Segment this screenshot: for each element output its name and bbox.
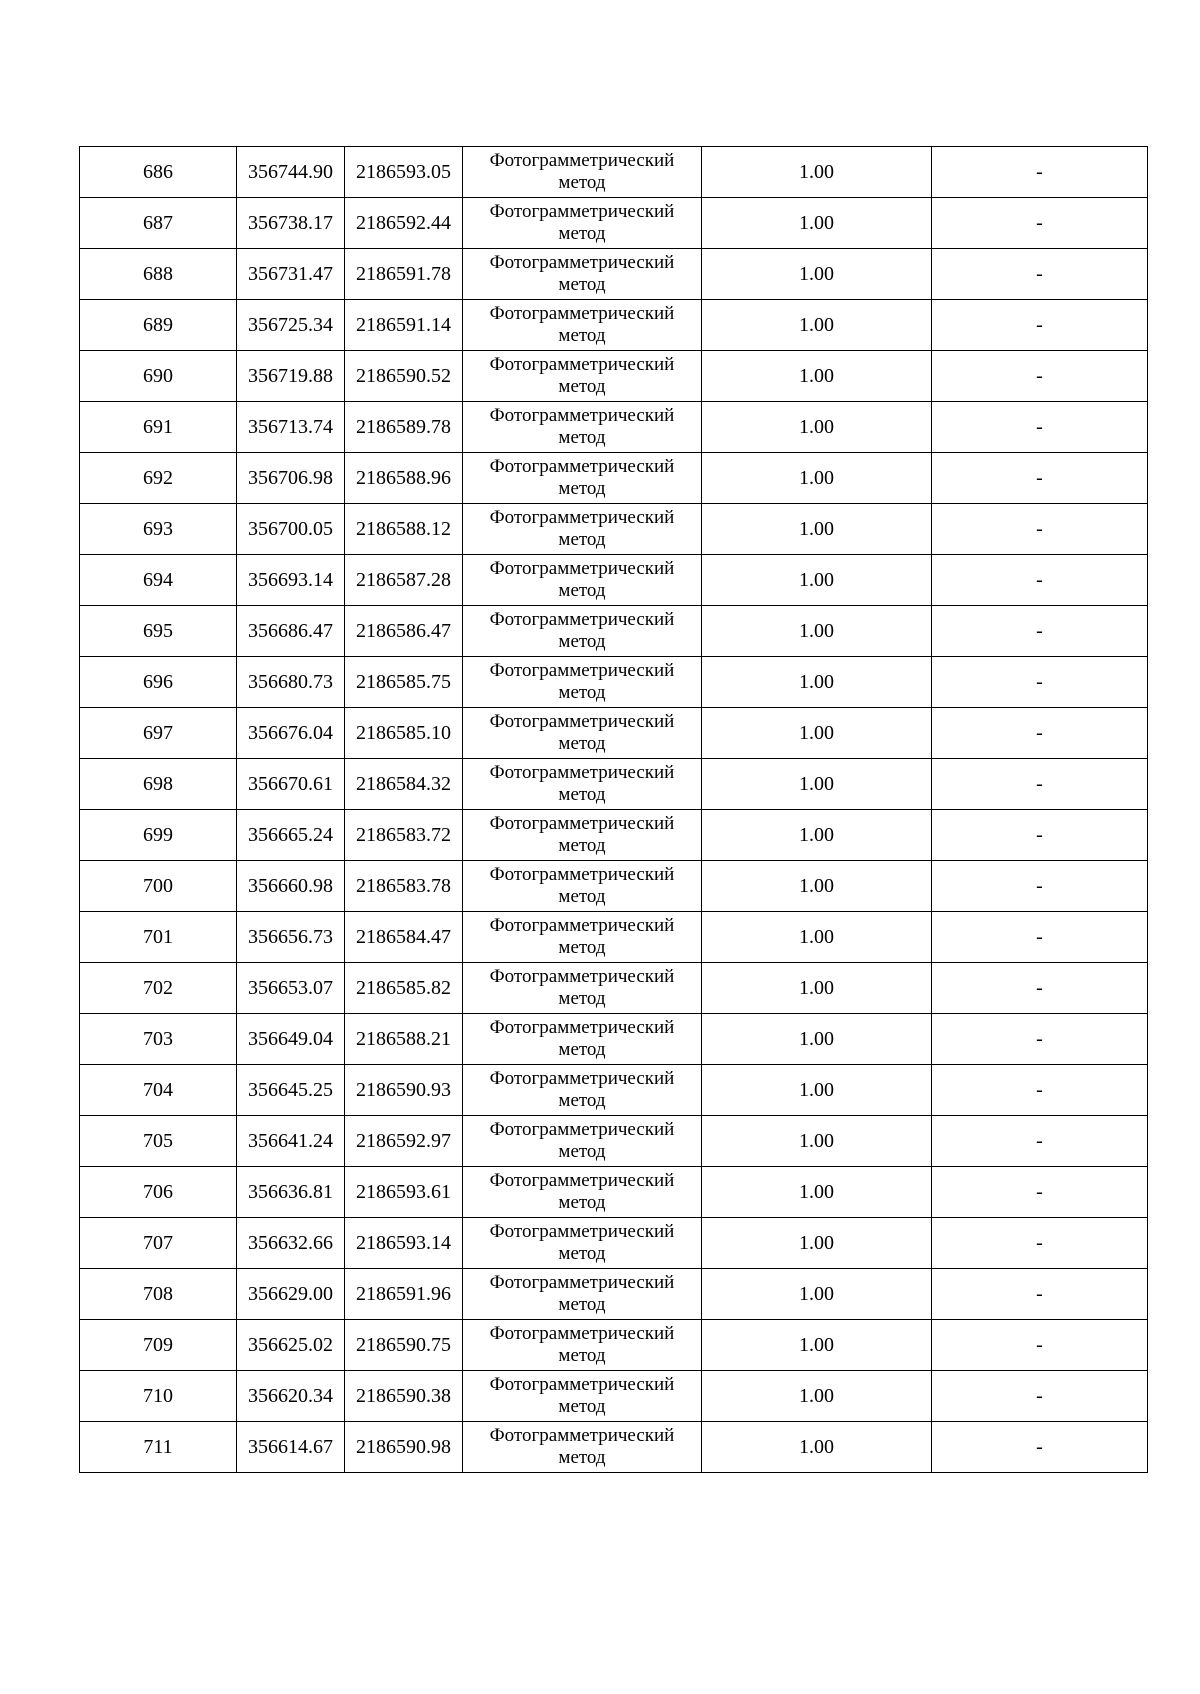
y-coordinate-cell: 2186583.78	[345, 861, 463, 912]
note-cell: -	[932, 1371, 1148, 1422]
y-coordinate-cell: 2186590.38	[345, 1371, 463, 1422]
note-cell: -	[932, 1065, 1148, 1116]
method-cell	[463, 1167, 702, 1218]
method-line-1: Фотограмметрический	[489, 915, 675, 936]
method-line-1: Фотограмметрический	[489, 1374, 675, 1395]
y-coordinate-cell: 2186591.78	[345, 249, 463, 300]
note-cell: -	[932, 1116, 1148, 1167]
method-line-1: Фотограмметрический	[489, 1170, 675, 1191]
accuracy-cell: 1.00	[702, 1371, 932, 1422]
method-cell	[463, 351, 702, 402]
point-number-cell: 706	[80, 1167, 237, 1218]
point-number-cell: 704	[80, 1065, 237, 1116]
method-cell	[463, 249, 702, 300]
table-row	[80, 147, 1148, 198]
method-cell	[463, 861, 702, 912]
y-coordinate-cell: 2186590.52	[345, 351, 463, 402]
point-number-cell: 694	[80, 555, 237, 606]
table-row	[80, 1014, 1148, 1065]
method-line-2: метод	[558, 733, 606, 754]
method-line-1: Фотограмметрический	[489, 405, 675, 426]
point-number-cell: 688	[80, 249, 237, 300]
table-row	[80, 1371, 1148, 1422]
accuracy-cell: 1.00	[702, 1167, 932, 1218]
accuracy-cell: 1.00	[702, 810, 932, 861]
method-line-2: метод	[558, 172, 606, 193]
method-line-2: метод	[558, 631, 606, 652]
accuracy-cell: 1.00	[702, 249, 932, 300]
y-coordinate-cell: 2186590.98	[345, 1422, 463, 1473]
table-row	[80, 963, 1148, 1014]
method-line-1: Фотограмметрический	[489, 1425, 675, 1446]
method-cell	[463, 912, 702, 963]
point-number-cell: 709	[80, 1320, 237, 1371]
accuracy-cell: 1.00	[702, 606, 932, 657]
method-line-1: Фотограмметрический	[489, 1017, 675, 1038]
y-coordinate-cell: 2186584.47	[345, 912, 463, 963]
accuracy-cell: 1.00	[702, 351, 932, 402]
x-coordinate-cell: 356686.47	[237, 606, 345, 657]
point-number-cell: 695	[80, 606, 237, 657]
note-cell: -	[932, 1320, 1148, 1371]
method-cell	[463, 708, 702, 759]
table-row	[80, 1116, 1148, 1167]
method-line-2: метод	[558, 1294, 606, 1315]
point-number-cell: 703	[80, 1014, 237, 1065]
note-cell: -	[932, 1269, 1148, 1320]
table-row	[80, 402, 1148, 453]
method-line-1: Фотограмметрический	[489, 1323, 675, 1344]
method-line-2: метод	[558, 1192, 606, 1213]
method-line-2: метод	[558, 835, 606, 856]
accuracy-cell: 1.00	[702, 198, 932, 249]
y-coordinate-cell: 2186593.61	[345, 1167, 463, 1218]
note-cell: -	[932, 1014, 1148, 1065]
table-row	[80, 1167, 1148, 1218]
y-coordinate-cell: 2186592.44	[345, 198, 463, 249]
method-cell	[463, 759, 702, 810]
method-cell	[463, 300, 702, 351]
y-coordinate-cell: 2186588.12	[345, 504, 463, 555]
x-coordinate-cell: 356636.81	[237, 1167, 345, 1218]
method-line-2: метод	[558, 1141, 606, 1162]
note-cell: -	[932, 912, 1148, 963]
accuracy-cell: 1.00	[702, 402, 932, 453]
method-cell	[463, 504, 702, 555]
method-line-1: Фотограмметрический	[489, 558, 675, 579]
method-line-1: Фотограмметрический	[489, 354, 675, 375]
x-coordinate-cell: 356645.25	[237, 1065, 345, 1116]
point-number-cell: 708	[80, 1269, 237, 1320]
x-coordinate-cell: 356719.88	[237, 351, 345, 402]
method-line-2: метод	[558, 529, 606, 550]
method-cell	[463, 1065, 702, 1116]
method-cell	[463, 1371, 702, 1422]
method-cell	[463, 555, 702, 606]
table-row	[80, 249, 1148, 300]
y-coordinate-cell: 2186590.75	[345, 1320, 463, 1371]
x-coordinate-cell: 356700.05	[237, 504, 345, 555]
accuracy-cell: 1.00	[702, 1422, 932, 1473]
y-coordinate-cell: 2186593.14	[345, 1218, 463, 1269]
table-row	[80, 300, 1148, 351]
method-line-2: метод	[558, 886, 606, 907]
note-cell: -	[932, 759, 1148, 810]
point-number-cell: 689	[80, 300, 237, 351]
x-coordinate-cell: 356656.73	[237, 912, 345, 963]
note-cell: -	[932, 147, 1148, 198]
method-line-1: Фотограмметрический	[489, 1221, 675, 1242]
note-cell: -	[932, 351, 1148, 402]
method-line-2: метод	[558, 937, 606, 958]
point-number-cell: 701	[80, 912, 237, 963]
note-cell: -	[932, 198, 1148, 249]
method-line-2: метод	[558, 988, 606, 1009]
method-line-1: Фотограмметрический	[489, 303, 675, 324]
x-coordinate-cell: 356665.24	[237, 810, 345, 861]
x-coordinate-cell: 356629.00	[237, 1269, 345, 1320]
method-line-2: метод	[558, 1345, 606, 1366]
point-number-cell: 705	[80, 1116, 237, 1167]
x-coordinate-cell: 356676.04	[237, 708, 345, 759]
point-number-cell: 690	[80, 351, 237, 402]
point-number-cell: 687	[80, 198, 237, 249]
accuracy-cell: 1.00	[702, 1014, 932, 1065]
x-coordinate-cell: 356641.24	[237, 1116, 345, 1167]
accuracy-cell: 1.00	[702, 657, 932, 708]
y-coordinate-cell: 2186589.78	[345, 402, 463, 453]
method-line-2: метод	[558, 784, 606, 805]
x-coordinate-cell: 356725.34	[237, 300, 345, 351]
method-line-2: метод	[558, 580, 606, 601]
y-coordinate-cell: 2186585.75	[345, 657, 463, 708]
point-number-cell: 692	[80, 453, 237, 504]
note-cell: -	[932, 504, 1148, 555]
method-line-1: Фотограмметрический	[489, 609, 675, 630]
accuracy-cell: 1.00	[702, 300, 932, 351]
x-coordinate-cell: 356649.04	[237, 1014, 345, 1065]
method-cell	[463, 453, 702, 504]
method-line-1: Фотограмметрический	[489, 507, 675, 528]
y-coordinate-cell: 2186591.14	[345, 300, 463, 351]
point-number-cell: 707	[80, 1218, 237, 1269]
method-line-1: Фотограмметрический	[489, 456, 675, 477]
note-cell: -	[932, 657, 1148, 708]
point-number-cell: 700	[80, 861, 237, 912]
table-row	[80, 555, 1148, 606]
accuracy-cell: 1.00	[702, 453, 932, 504]
method-line-2: метод	[558, 1090, 606, 1111]
method-line-2: метод	[558, 223, 606, 244]
point-number-cell: 699	[80, 810, 237, 861]
method-cell	[463, 198, 702, 249]
method-line-2: метод	[558, 1039, 606, 1060]
method-line-1: Фотограмметрический	[489, 711, 675, 732]
y-coordinate-cell: 2186592.97	[345, 1116, 463, 1167]
method-cell	[463, 963, 702, 1014]
accuracy-cell: 1.00	[702, 1320, 932, 1371]
method-line-2: метод	[558, 325, 606, 346]
method-cell	[463, 1422, 702, 1473]
x-coordinate-cell: 356614.67	[237, 1422, 345, 1473]
table-row	[80, 861, 1148, 912]
accuracy-cell: 1.00	[702, 759, 932, 810]
note-cell: -	[932, 861, 1148, 912]
note-cell: -	[932, 249, 1148, 300]
x-coordinate-cell: 356660.98	[237, 861, 345, 912]
method-line-1: Фотограмметрический	[489, 252, 675, 273]
method-line-1: Фотограмметрический	[489, 762, 675, 783]
x-coordinate-cell: 356653.07	[237, 963, 345, 1014]
method-cell	[463, 1218, 702, 1269]
note-cell: -	[932, 300, 1148, 351]
y-coordinate-cell: 2186585.10	[345, 708, 463, 759]
table-row	[80, 453, 1148, 504]
accuracy-cell: 1.00	[702, 1269, 932, 1320]
method-line-1: Фотограмметрический	[489, 813, 675, 834]
note-cell: -	[932, 963, 1148, 1014]
method-line-2: метод	[558, 376, 606, 397]
x-coordinate-cell: 356670.61	[237, 759, 345, 810]
y-coordinate-cell: 2186583.72	[345, 810, 463, 861]
accuracy-cell: 1.00	[702, 504, 932, 555]
x-coordinate-cell: 356625.02	[237, 1320, 345, 1371]
y-coordinate-cell: 2186588.96	[345, 453, 463, 504]
y-coordinate-cell: 2186585.82	[345, 963, 463, 1014]
method-cell	[463, 606, 702, 657]
note-cell: -	[932, 555, 1148, 606]
accuracy-cell: 1.00	[702, 861, 932, 912]
method-line-1: Фотограмметрический	[489, 1068, 675, 1089]
table-row	[80, 810, 1148, 861]
y-coordinate-cell: 2186590.93	[345, 1065, 463, 1116]
x-coordinate-cell: 356632.66	[237, 1218, 345, 1269]
accuracy-cell: 1.00	[702, 1116, 932, 1167]
method-line-1: Фотограмметрический	[489, 864, 675, 885]
point-number-cell: 693	[80, 504, 237, 555]
method-line-1: Фотограмметрический	[489, 1119, 675, 1140]
table-row	[80, 198, 1148, 249]
note-cell: -	[932, 1167, 1148, 1218]
x-coordinate-cell: 356744.90	[237, 147, 345, 198]
method-cell	[463, 1269, 702, 1320]
table-row	[80, 657, 1148, 708]
method-line-2: метод	[558, 1396, 606, 1417]
y-coordinate-cell: 2186591.96	[345, 1269, 463, 1320]
table-row	[80, 708, 1148, 759]
table-row	[80, 1320, 1148, 1371]
method-line-1: Фотограмметрический	[489, 1272, 675, 1293]
method-cell	[463, 810, 702, 861]
method-line-2: метод	[558, 274, 606, 295]
point-number-cell: 686	[80, 147, 237, 198]
method-line-1: Фотограмметрический	[489, 660, 675, 681]
method-cell	[463, 1116, 702, 1167]
x-coordinate-cell: 356738.17	[237, 198, 345, 249]
method-cell	[463, 147, 702, 198]
x-coordinate-cell: 356706.98	[237, 453, 345, 504]
note-cell: -	[932, 402, 1148, 453]
y-coordinate-cell: 2186586.47	[345, 606, 463, 657]
table-row	[80, 1065, 1148, 1116]
accuracy-cell: 1.00	[702, 708, 932, 759]
accuracy-cell: 1.00	[702, 1065, 932, 1116]
x-coordinate-cell: 356693.14	[237, 555, 345, 606]
table-row	[80, 606, 1148, 657]
table-row	[80, 504, 1148, 555]
x-coordinate-cell: 356620.34	[237, 1371, 345, 1422]
method-line-2: метод	[558, 478, 606, 499]
accuracy-cell: 1.00	[702, 912, 932, 963]
y-coordinate-cell: 2186593.05	[345, 147, 463, 198]
method-line-2: метод	[558, 427, 606, 448]
note-cell: -	[932, 810, 1148, 861]
method-line-1: Фотограмметрический	[489, 150, 675, 171]
table-row	[80, 759, 1148, 810]
note-cell: -	[932, 1422, 1148, 1473]
point-number-cell: 691	[80, 402, 237, 453]
accuracy-cell: 1.00	[702, 1218, 932, 1269]
point-number-cell: 696	[80, 657, 237, 708]
table-row	[80, 351, 1148, 402]
note-cell: -	[932, 606, 1148, 657]
point-number-cell: 711	[80, 1422, 237, 1473]
y-coordinate-cell: 2186587.28	[345, 555, 463, 606]
point-number-cell: 710	[80, 1371, 237, 1422]
method-cell	[463, 402, 702, 453]
method-cell	[463, 657, 702, 708]
method-line-1: Фотограмметрический	[489, 966, 675, 987]
y-coordinate-cell: 2186588.21	[345, 1014, 463, 1065]
accuracy-cell: 1.00	[702, 147, 932, 198]
table-row	[80, 1422, 1148, 1473]
x-coordinate-cell: 356680.73	[237, 657, 345, 708]
method-line-2: метод	[558, 1447, 606, 1468]
accuracy-cell: 1.00	[702, 963, 932, 1014]
point-number-cell: 698	[80, 759, 237, 810]
accuracy-cell: 1.00	[702, 555, 932, 606]
table-row	[80, 912, 1148, 963]
x-coordinate-cell: 356713.74	[237, 402, 345, 453]
method-line-1: Фотограмметрический	[489, 201, 675, 222]
table-row	[80, 1269, 1148, 1320]
y-coordinate-cell: 2186584.32	[345, 759, 463, 810]
table-row	[80, 1218, 1148, 1269]
method-cell	[463, 1320, 702, 1371]
method-cell	[463, 1014, 702, 1065]
coordinates-table	[79, 146, 1148, 1473]
point-number-cell: 702	[80, 963, 237, 1014]
coordinates-table-body	[80, 147, 1148, 1473]
x-coordinate-cell: 356731.47	[237, 249, 345, 300]
method-line-2: метод	[558, 682, 606, 703]
method-line-2: метод	[558, 1243, 606, 1264]
note-cell: -	[932, 1218, 1148, 1269]
note-cell: -	[932, 708, 1148, 759]
point-number-cell: 697	[80, 708, 237, 759]
note-cell: -	[932, 453, 1148, 504]
